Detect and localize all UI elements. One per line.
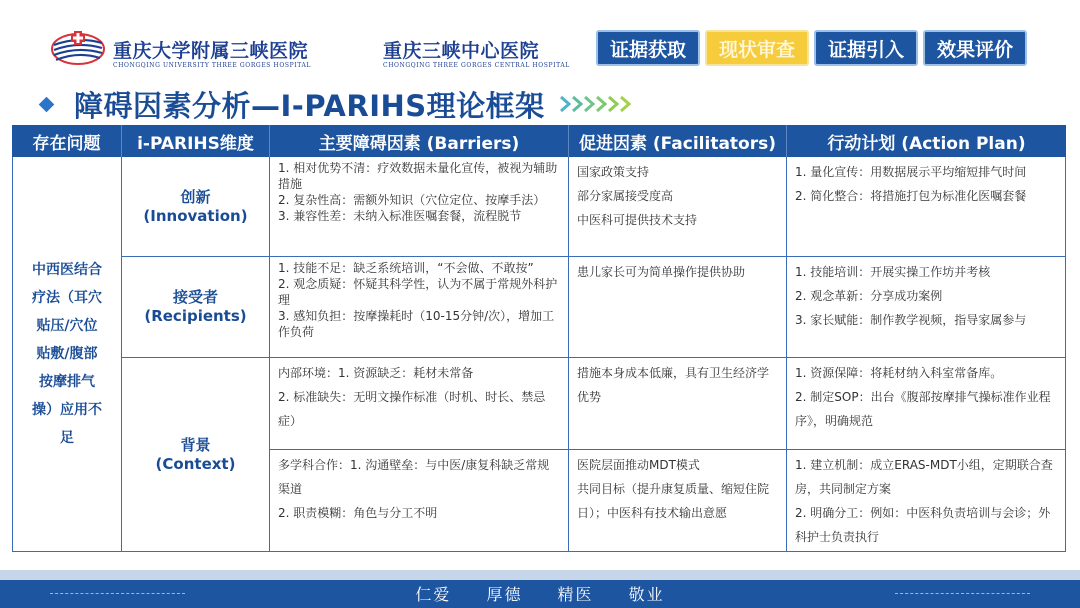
action-item: 2. 明确分工：例如：中医科负责培训与会诊；外科护士负责执行 xyxy=(795,506,1051,544)
page-title: 障碍因素分析—I-PARIHS理论框架 xyxy=(74,88,545,123)
actions-context-internal xyxy=(787,358,1066,450)
dimension-recipients-en: (Recipients) xyxy=(144,307,247,325)
barriers-innovation xyxy=(270,157,569,257)
barriers-context-mdt xyxy=(270,450,569,552)
action-item: 2. 观念革新：分享成功案例 xyxy=(795,289,943,303)
barrier-analysis-table xyxy=(12,125,1066,552)
barrier-item: 2. 复杂性高：需额外知识（穴位定位、按摩手法） xyxy=(278,193,546,207)
actions-innovation xyxy=(787,157,1066,257)
facilitator-item: 患儿家长可为简单操作提供协助 xyxy=(577,265,746,279)
barriers-recipients xyxy=(270,257,569,358)
facilitators-context-internal xyxy=(569,358,787,450)
barrier-item: 3. 感知负担：按摩操耗时（10-15分钟/次），增加工作负荷 xyxy=(278,309,555,339)
dimension-innovation xyxy=(122,157,270,257)
facilitator-item: 部分家属接受度高 xyxy=(577,189,674,203)
header-issue: 存在问题 xyxy=(12,125,122,157)
actions-context-mdt xyxy=(787,450,1066,552)
chevron-arrows-icon xyxy=(559,94,635,114)
action-item: 2. 制定SOP：出台《腹部按摩排气操标准作业程序》，明确规范 xyxy=(795,390,1051,428)
dimension-recipients-cn: 接受者 xyxy=(172,288,218,306)
dimension-context-cn: 背景 xyxy=(180,435,211,454)
motto-item: 敬业 xyxy=(628,585,665,604)
footer-motto xyxy=(0,582,1080,605)
barrier-item: 2. 观念质疑：怀疑其科学性，认为不属于常规外科护理 xyxy=(278,277,558,307)
tab-status-review[interactable]: 现状审查 xyxy=(705,30,809,66)
dimension-recipients xyxy=(122,257,270,358)
hospital-name-2 xyxy=(383,36,570,69)
motto-item: 厚德 xyxy=(486,585,523,604)
hospital-name-1 xyxy=(113,36,311,69)
issue-cell: 中西医结合疗法（耳穴贴压/穴位贴敷/腹部按摩排气操）应用不足 xyxy=(12,157,122,552)
barrier-item: 1. 相对优势不清：疗效数据未量化宣传，被视为辅助措施 xyxy=(278,161,558,191)
actions-recipients xyxy=(787,257,1066,358)
action-item: 1. 建立机制：成立ERAS-MDT小组，定期联合查房，共同制定方案 xyxy=(795,458,1053,496)
tab-effect-evaluation[interactable]: 效果评价 xyxy=(923,30,1027,66)
dimension-context-en: (Context) xyxy=(155,454,236,473)
barrier-item: 1. 技能不足：缺乏系统培训，“不会做、不敢按” xyxy=(278,261,534,275)
footer xyxy=(0,570,1080,608)
action-item: 1. 量化宣传：用数据展示平均缩短排气时间 xyxy=(795,165,1027,179)
nav-tabs xyxy=(596,30,1027,66)
motto-item: 精医 xyxy=(557,585,594,604)
action-item: 1. 技能培训：开展实操工作坊并考核 xyxy=(795,265,991,279)
hospital-name-2-cn: 重庆三峡中心医院 xyxy=(383,40,540,62)
header-barriers: 主要障碍因素 (Barriers) xyxy=(270,125,569,157)
barriers-context-internal xyxy=(270,358,569,450)
footer-strip xyxy=(0,570,1080,580)
barrier-item: 内部环境：1. 资源缺乏：耗材未常备 xyxy=(278,366,474,380)
hospital-name-1-en: CHONGQING UNIVERSITY THREE GORGES HOSPITAL xyxy=(113,62,311,69)
barrier-item: 2. 职责模糊：角色与分工不明 xyxy=(278,506,438,520)
tab-evidence-acquisition[interactable]: 证据获取 xyxy=(596,30,700,66)
header-action-plan: 行动计划 (Action Plan) xyxy=(787,125,1066,157)
dimension-innovation-en: (Innovation) xyxy=(143,206,248,225)
action-item: 1. 资源保障：将耗材纳入科室常备库。 xyxy=(795,366,1003,380)
header-facilitators: 促进因素 (Facilitators) xyxy=(569,125,787,157)
action-item: 3. 家长赋能：制作教学视频，指导家属参与 xyxy=(795,313,1027,327)
dimension-innovation-cn: 创新 xyxy=(180,187,211,206)
header-dimension: i-PARIHS维度 xyxy=(122,125,270,157)
hospital-name-2-en: CHONGQING THREE GORGES CENTRAL HOSPITAL xyxy=(383,62,570,69)
title-row xyxy=(38,84,635,124)
facilitator-item: 措施本身成本低廉，具有卫生经济学优势 xyxy=(577,366,770,404)
facilitator-item: 国家政策支持 xyxy=(577,165,650,179)
dimension-context xyxy=(122,358,270,552)
motto-item: 仁爱 xyxy=(415,585,452,604)
facilitator-item: 中医科可提供技术支持 xyxy=(577,213,698,227)
barrier-item: 3. 兼容性差：未纳入标准医嘱套餐，流程脱节 xyxy=(278,209,522,223)
facilitators-context-mdt xyxy=(569,450,787,552)
hospital-name-1-cn: 重庆大学附属三峡医院 xyxy=(113,40,309,62)
hospital-logo-icon xyxy=(50,30,106,66)
facilitator-item: 共同目标（提升康复质量、缩短住院日）；中医科有技术输出意愿 xyxy=(577,482,770,520)
header xyxy=(0,0,1080,74)
diamond-bullet-icon xyxy=(39,96,55,112)
facilitators-recipients xyxy=(569,257,787,358)
facilitator-item: 医院层面推动MDT模式 xyxy=(577,458,700,472)
action-item: 2. 简化整合：将措施打包为标准化医嘱套餐 xyxy=(795,189,1027,203)
tab-evidence-introduction[interactable]: 证据引入 xyxy=(814,30,918,66)
facilitators-innovation xyxy=(569,157,787,257)
barrier-item: 多学科合作：1. 沟通壁垒：与中医/康复科缺乏常规渠道 xyxy=(278,458,550,496)
barrier-item: 2. 标准缺失：无明文操作标准（时机、时长、禁忌症） xyxy=(278,390,546,428)
